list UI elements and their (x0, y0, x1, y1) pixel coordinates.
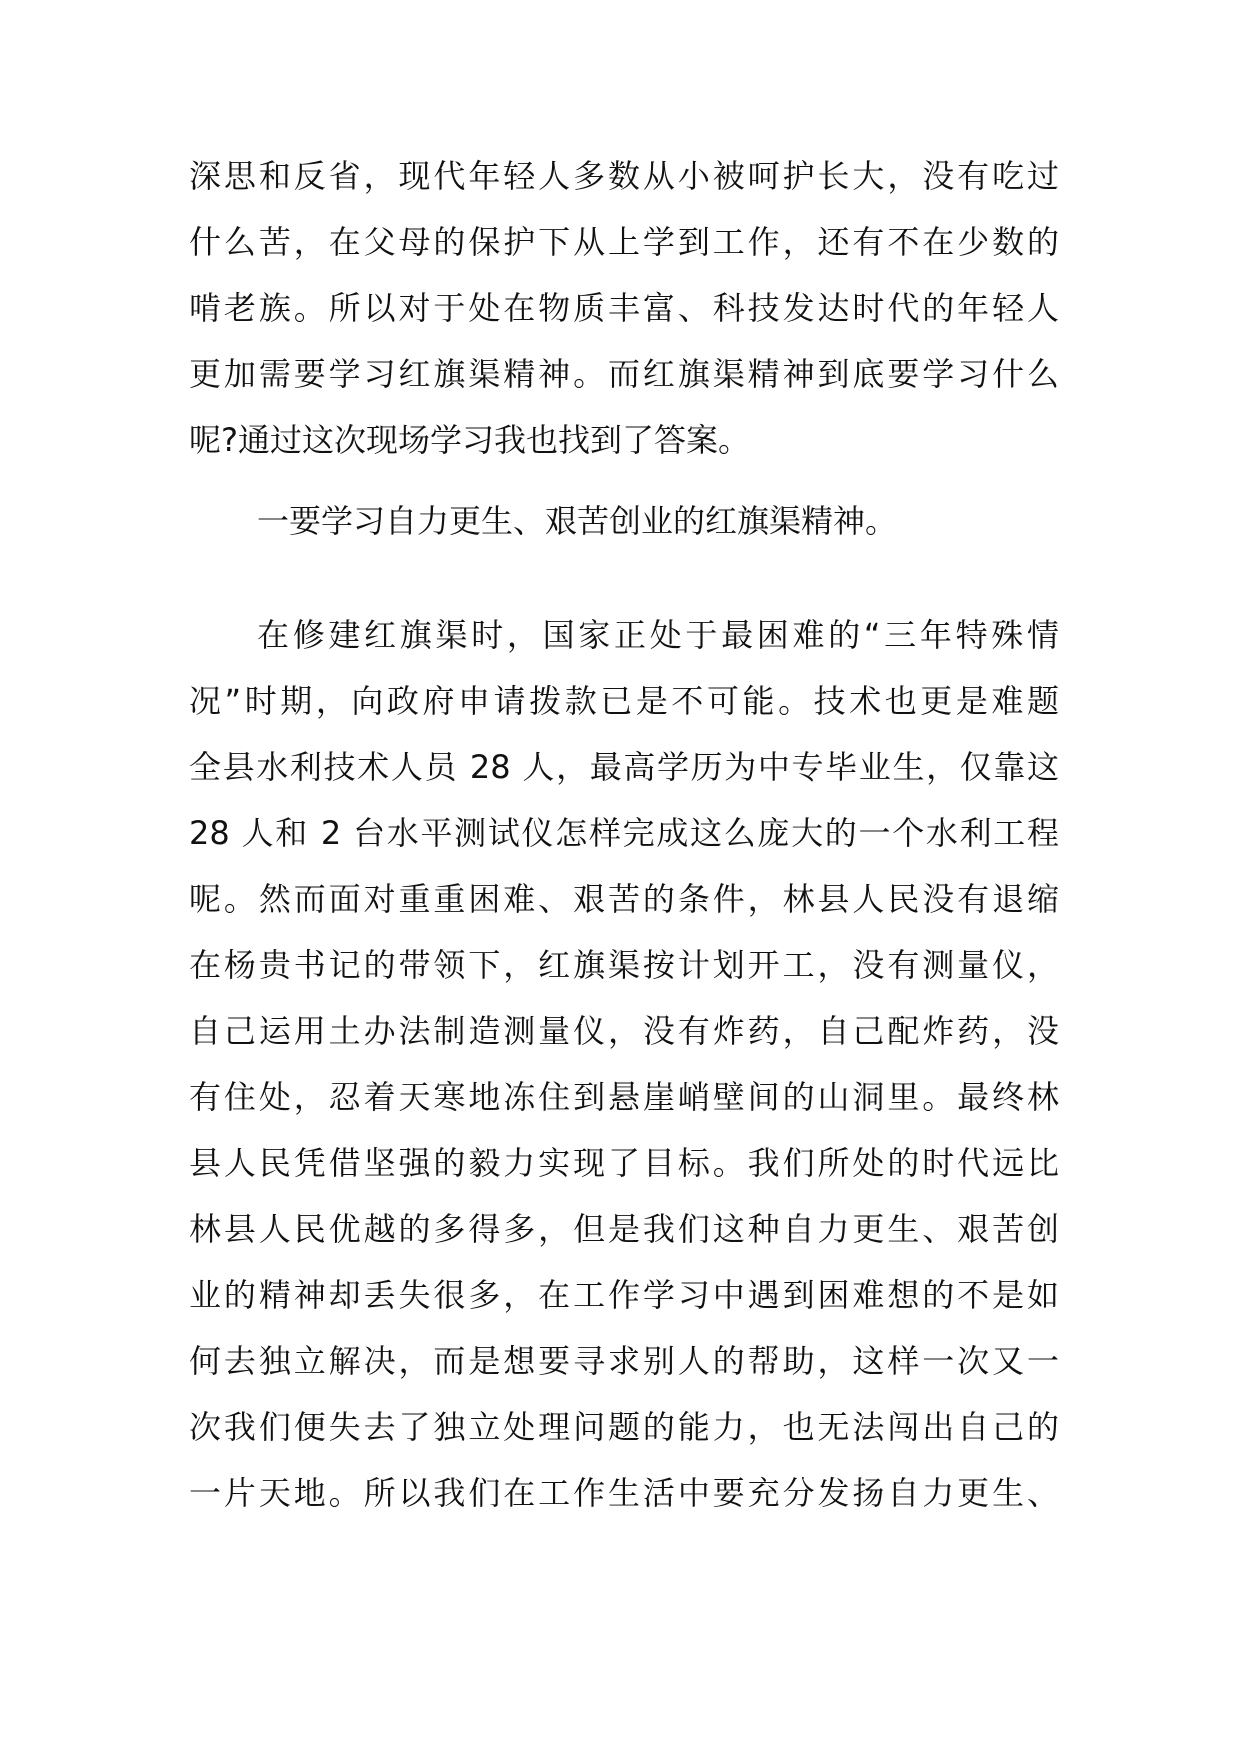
paragraph-line: 业的精神却丢失很多，在工作学习中遇到困难想的不是如 (189, 1276, 1059, 1314)
paragraph-1 (189, 143, 1059, 473)
paragraph-line: 在杨贵书记的带领下，红旗渠按计划开工，没有测量仪， (189, 946, 1059, 984)
paragraph-line: 28 人和 2 台水平测试仪怎样完成这么庞大的一个水利工程 (189, 814, 1059, 852)
paragraph-line: 何去独立解决，而是想要寻求别人的帮助，这样一次又一 (189, 1342, 1059, 1380)
paragraph-line: 林县人民优越的多得多，但是我们这种自力更生、艰苦创 (189, 1210, 1059, 1248)
paragraph-line: 啃老族。所以对于处在物质丰富、科技发达时代的年轻人 (189, 289, 1059, 327)
paragraph-2 (189, 602, 1059, 1526)
heading-line: 一要学习自力更生、艰苦创业的红旗渠精神。 (257, 502, 898, 540)
paragraph-line: 一片天地。所以我们在工作生活中要充分发扬自力更生、 (189, 1474, 1059, 1512)
paragraph-line: 全县水利技术人员 28 人，最高学历为中专毕业生，仅靠这 (189, 748, 1059, 786)
paragraph-line: 次我们便失去了独立处理问题的能力，也无法闯出自己的 (189, 1408, 1059, 1446)
paragraph-line: 自己运用土办法制造测量仪，没有炸药，自己配炸药，没 (189, 1012, 1059, 1050)
paragraph-line: 呢?通过这次现场学习我也找到了答案。 (189, 421, 750, 459)
paragraph-line: 在修建红旗渠时，国家正处于最困难的“三年特殊情 (257, 616, 1059, 654)
paragraph-line: 况”时期，向政府申请拨款已是不可能。技术也更是难题 (189, 682, 1059, 720)
paragraph-line: 更加需要学习红旗渠精神。而红旗渠精神到底要学习什么 (189, 355, 1059, 393)
paragraph-line: 呢。然而面对重重困难、艰苦的条件，林县人民没有退缩 (189, 880, 1059, 918)
paragraph-line: 有住处，忍着天寒地冻住到悬崖峭壁间的山洞里。最终林 (189, 1078, 1059, 1116)
paragraph-line: 县人民凭借坚强的毅力实现了目标。我们所处的时代远比 (189, 1144, 1059, 1182)
section-heading (189, 488, 1059, 554)
paragraph-line: 什么苦，在父母的保护下从上学到工作，还有不在少数的 (189, 223, 1059, 261)
paragraph-line: 深思和反省，现代年轻人多数从小被呵护长大，没有吃过 (189, 157, 1059, 195)
